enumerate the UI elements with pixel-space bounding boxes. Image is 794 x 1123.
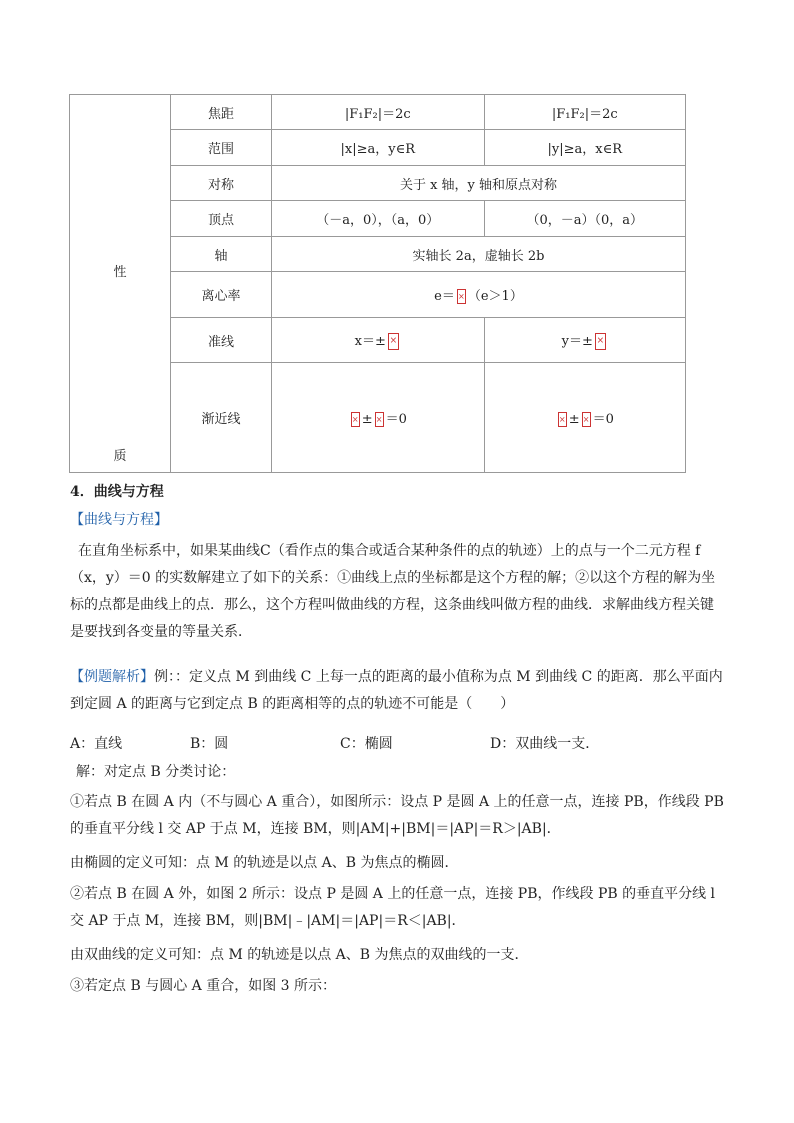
broken-image-icon: ×	[388, 333, 399, 350]
case-2: ②若点 B 在圆 A 外，如图 2 所示：设点 P 是圆 A 上的任意一点，连接 PB，作线段 PB 的垂直平分线 l 交 AP 于点 M，连接 BM，则|BM|﹣|AM|＝|AP|＝R＜|AB|．	[70, 886, 716, 929]
table-cell: |F₁F₂|＝2c	[484, 95, 685, 130]
table-cell: |y|≥a，x∈R	[484, 130, 685, 166]
example-paragraph	[70, 664, 724, 718]
option-b: B：圆	[190, 736, 229, 752]
formula-text: （e＞1）	[467, 289, 523, 304]
table-cell-merged	[272, 272, 686, 318]
category-bottom-text: 质	[113, 449, 127, 464]
case-1: ①若点 B 在圆 A 内（不与圆心 A 重合），如图所示：设点 P 是圆 A 上的任意一点，连接 PB，作线段 PB 的垂直平分线 l 交 AP 于点 M，连接 BM，则|AM|+|BM|＝|AP|＝R＞|AB|．	[70, 794, 724, 837]
broken-image-icon: ×	[457, 289, 466, 304]
table-row	[70, 95, 686, 130]
formula-text: x＝±	[354, 334, 386, 349]
table-cell: |x|≥a，y∈R	[272, 130, 485, 166]
table-cell	[272, 363, 485, 473]
row-label: 轴	[171, 237, 272, 272]
category-top-text: 性	[113, 265, 127, 280]
table-cell: （－a，0），（a，0）	[272, 201, 485, 237]
formula-text: ±	[361, 412, 373, 427]
broken-image-icon: ×	[351, 412, 360, 427]
broken-image-icon: ×	[582, 412, 591, 427]
row-label: 焦距	[171, 95, 272, 130]
table-cell: （0，－a）（0，a）	[484, 201, 685, 237]
formula-text: ＝0	[385, 412, 407, 427]
option-c: C：椭圆	[340, 736, 393, 752]
row-label: 范围	[171, 130, 272, 166]
row-label: 渐近线	[171, 363, 272, 473]
row-label: 顶点	[171, 201, 272, 237]
option-a: A：直线	[70, 736, 123, 752]
case-1-conclusion: 由椭圆的定义可知：点 M 的轨迹是以点 A、B 为焦点的椭圆．	[70, 855, 459, 871]
table-cell-merged: 实轴长 2a，虚轴长 2b	[272, 237, 686, 272]
case-2-conclusion: 由双曲线的定义可知：点 M 的轨迹是以点 A、B 为焦点的双曲线的一支．	[70, 947, 529, 963]
paragraph: 在直角坐标系中，如果某曲线C（看作点的集合或适合某种条件的点的轨迹）上的点与一个二元方程 f（x，y）＝0 的实数解建立了如下的关系：①曲线上点的坐标都是这个方程的解；②以这个方程的解为坐标的点都是曲线上的点．那么，这个方程叫做曲线的方程，这条曲线叫做方程的曲线．求解曲线方程关键是要找到各变量的等量关系．	[70, 543, 716, 640]
table-cell-merged: 关于 x 轴，y 轴和原点对称	[272, 166, 686, 201]
section-heading: 4．曲线与方程	[70, 484, 164, 500]
section-tag: 【曲线与方程】	[70, 512, 168, 528]
formula-text: y＝±	[561, 334, 593, 349]
table-cell	[272, 318, 485, 363]
row-label: 对称	[171, 166, 272, 201]
hyperbola-properties-table	[69, 94, 686, 473]
row-label: 准线	[171, 318, 272, 363]
category-cell	[70, 95, 171, 473]
broken-image-icon: ×	[375, 412, 384, 427]
formula-text: e＝	[434, 289, 455, 304]
broken-image-icon: ×	[558, 412, 567, 427]
option-d: D：双曲线一支．	[490, 736, 600, 752]
table-cell	[484, 363, 685, 473]
row-label: 离心率	[171, 272, 272, 318]
formula-text: ＝0	[592, 412, 614, 427]
example-text: 例：：定义点 M 到曲线 C 上每一点的距离的最小值称为点 M 到曲线 C 的距离．那么平面内到定圆 A 的距离与它到定点 B 的距离相等的点的轨迹不可能是（ ）	[70, 669, 723, 712]
example-tag: 【例题解析】	[70, 669, 154, 685]
formula-text: ±	[568, 412, 580, 427]
table-cell: |F₁F₂|＝2c	[272, 95, 485, 130]
solution-intro: 解：对定点 B 分类讨论：	[76, 764, 236, 780]
case-3: ③若定点 B 与圆心 A 重合，如图 3 所示：	[70, 978, 337, 994]
table-cell	[484, 318, 685, 363]
broken-image-icon: ×	[595, 333, 606, 350]
